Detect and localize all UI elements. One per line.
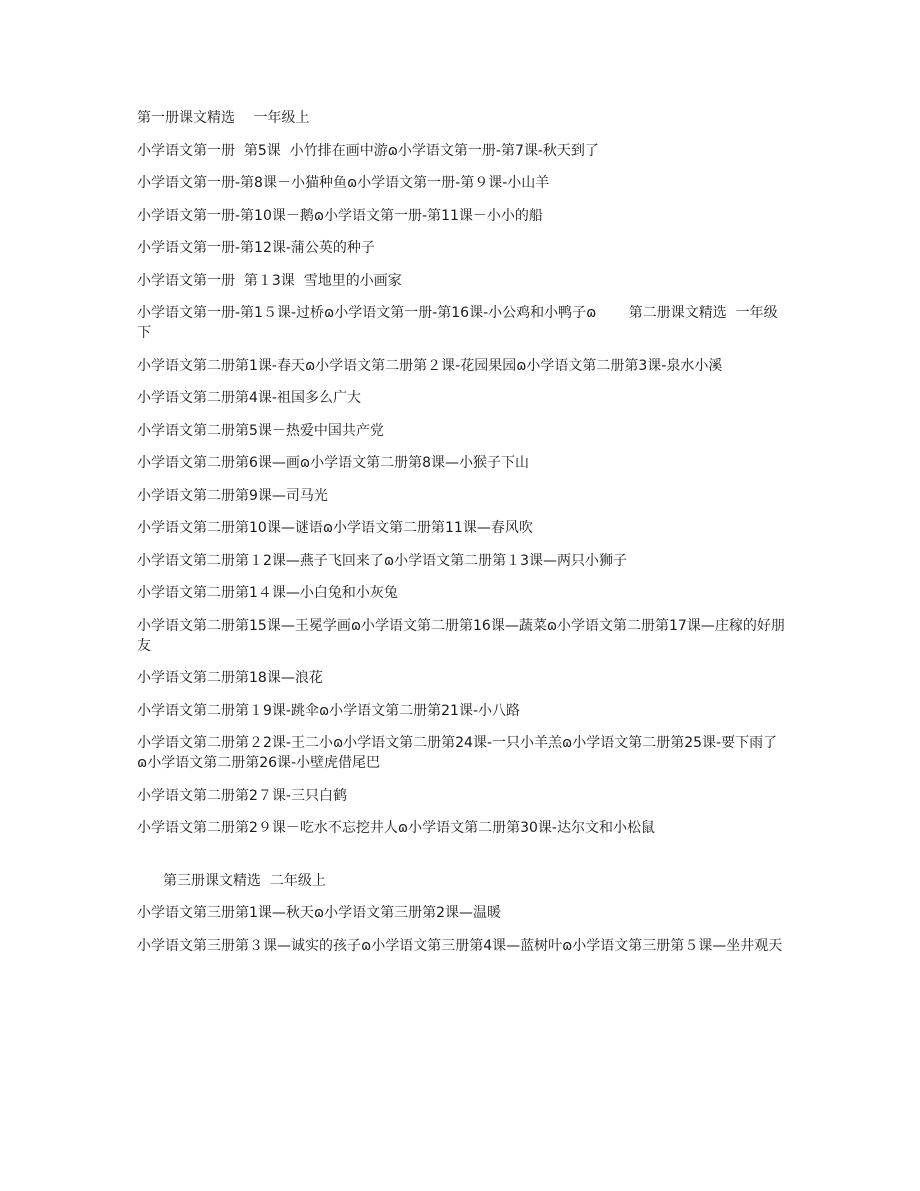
lesson-line: 小学语文第二册第6课—画ɷ小学语文第二册第8课—小猴子下山 bbox=[137, 455, 530, 471]
lesson-line: 小学语文第二册第２2课-王二小ɷ小学语文第二册第24课-一只小羊羔ɷ小学语文第二册第25课-要下雨了ɷ小学语文第二册第26课-小壁虎借尾巴 bbox=[137, 735, 778, 771]
section-spacer bbox=[137, 851, 787, 871]
lesson-line: 小学语文第二册第10课—谜语ɷ小学语文第二册第11课—春风吹 bbox=[137, 520, 533, 536]
lesson-line: 小学语文第二册第2７课-三只白鹤 bbox=[137, 787, 347, 804]
lesson-line: 小学语文第二册第2９课－吃水不忘挖井人ɷ小学语文第二册第30课-达尔文和小松鼠 bbox=[137, 820, 655, 836]
lesson-line: 小学语文第二册第18课—浪花 bbox=[137, 670, 323, 686]
lesson-line: 小学语文第二册第１9课-跳伞ɷ小学语文第二册第21课-小八路 bbox=[137, 702, 521, 719]
lesson-line-with-grade1-lower-heading: 小学语文第一册-第1５课-过桥ɷ小学语文第一册-第16课-小公鸡和小鸭子ɷ 第二册课文精选 一年级下 bbox=[137, 305, 778, 341]
lesson-line: 小学语文第一册-第10课－鹅ɷ小学语文第一册-第11课－小小的船 bbox=[137, 207, 543, 224]
lesson-line: 小学语文第二册第1４课—小白兔和小灰兔 bbox=[137, 585, 398, 601]
lesson-line: 小学语文第三册第1课—秋天ɷ小学语文第三册第2课—温暖 bbox=[137, 905, 502, 921]
lesson-line: 小学语文第二册第１2课—燕子飞回来了ɷ小学语文第二册第１3课—两只小狮子 bbox=[137, 552, 628, 569]
lesson-line: 小学语文第二册第9课—司马光 bbox=[137, 487, 328, 504]
lesson-line: 小学语文第二册第5课－热爱中国共产党 bbox=[137, 422, 384, 439]
lesson-line: 小学语文第一册 第１3课 雪地里的小画家 bbox=[137, 272, 402, 289]
grade2-upper-heading: 第三册课文精选 二年级上 bbox=[163, 872, 326, 889]
lesson-line: 小学语文第二册第15课—王冕学画ɷ小学语文第二册第16课—蔬菜ɷ小学语文第二册第17课—庄稼的好朋友 bbox=[137, 617, 785, 654]
grade1-upper-heading: 第一册课文精选 一年级上 bbox=[137, 110, 310, 126]
lesson-line: 小学语文第一册-第8课－小猫种鱼ɷ小学语文第一册-第９课-小山羊 bbox=[137, 175, 550, 191]
lesson-line: 小学语文第一册-第12课-蒲公英的种子 bbox=[137, 240, 375, 256]
lesson-line: 小学语文第二册第1课-春天ɷ小学语文第二册第２课-花园果园ɷ小学语文第二册第3课-泉水小溪 bbox=[137, 357, 723, 374]
document-body bbox=[137, 108, 787, 968]
lesson-line: 小学语文第二册第4课-祖国多么广大 bbox=[137, 390, 361, 406]
lesson-line: 小学语文第三册第３课—诚实的孩子ɷ小学语文第三册第4课—蓝树叶ɷ小学语文第三册第５课—坐井观天 bbox=[137, 937, 783, 954]
lesson-line: 小学语文第一册 第5课 小竹排在画中游ɷ小学语文第一册-第7课-秋天到了 bbox=[137, 142, 599, 159]
